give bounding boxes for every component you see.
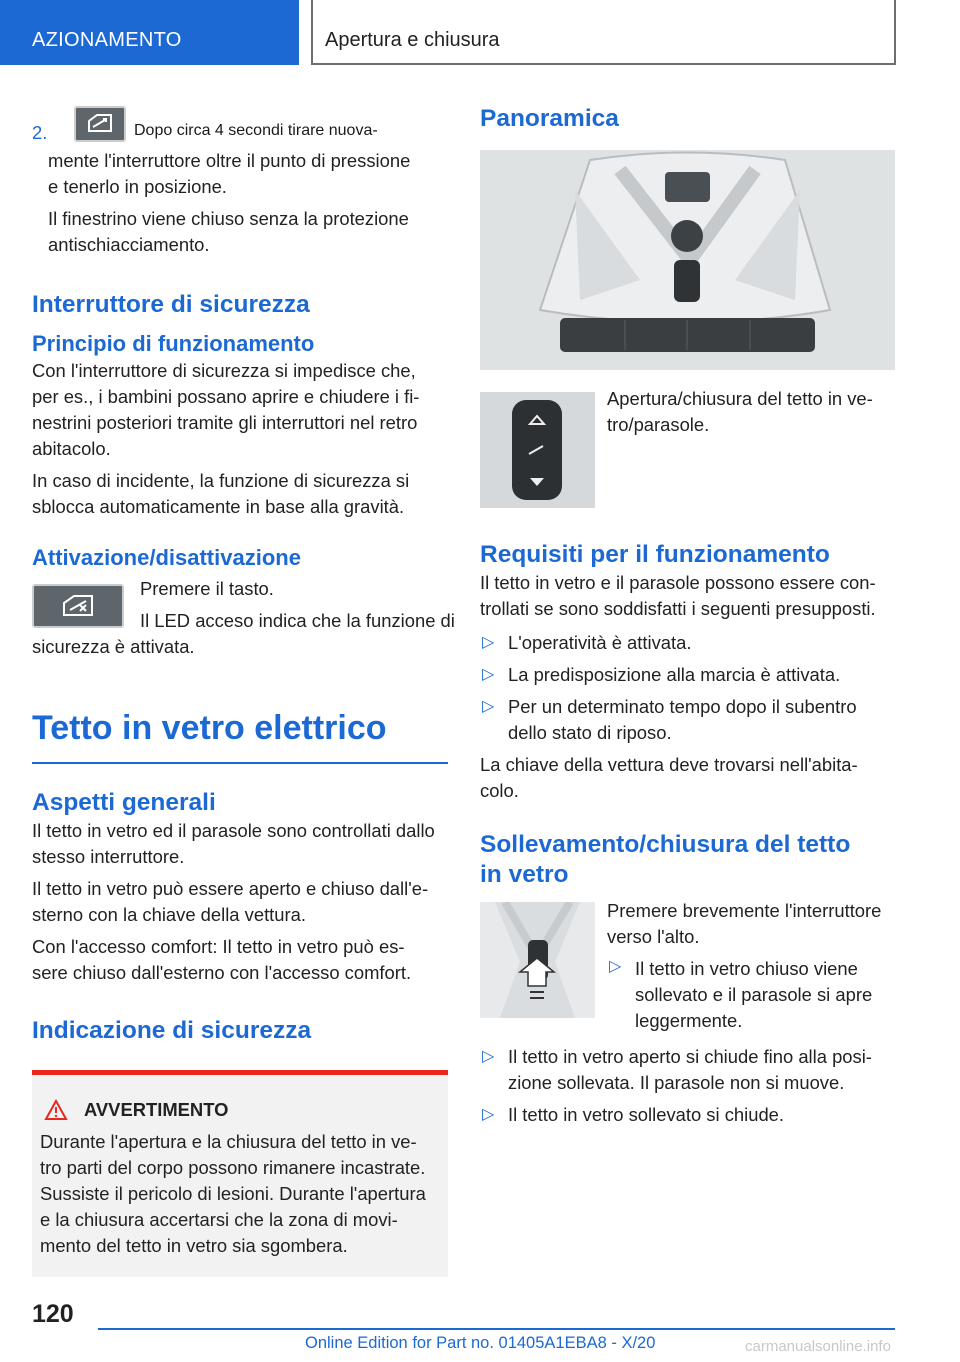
heading-underline bbox=[32, 762, 448, 764]
text-line: Il tetto in vetro chiuso viene bbox=[635, 958, 858, 979]
bullet-triangle-icon: ▷ bbox=[482, 698, 495, 715]
watermark: carmanualsonline.info bbox=[745, 1338, 891, 1355]
text-line: Il tetto in vetro aperto si chiude fino alla posi- bbox=[508, 1046, 872, 1067]
principle-heading: Principio di funzionamento bbox=[32, 331, 315, 356]
activation-led-text-2: sicurezza è attivata. bbox=[32, 636, 195, 657]
list-item bbox=[480, 1044, 896, 1096]
text-line: In caso di incidente, la funzione di sicurezza si bbox=[32, 470, 410, 491]
text-line: Durante l'apertura e la chiusura del tetto in ve- bbox=[40, 1131, 417, 1152]
general-paragraph-3 bbox=[32, 934, 448, 986]
safety-note-heading: Indicazione di sicurezza bbox=[32, 1017, 312, 1044]
text-line: per es., i bambini possano aprire e chiudere i fi- bbox=[32, 386, 420, 407]
text-line: Con l'interruttore di sicurezza si impedisce che, bbox=[32, 360, 416, 381]
text-line: La predisposizione alla marcia è attivata. bbox=[508, 664, 841, 685]
section-tab bbox=[0, 0, 299, 65]
text-line: Il tetto in vetro ed il parasole sono controllati dallo bbox=[32, 820, 435, 841]
text-line: leggermente. bbox=[635, 1010, 743, 1031]
edition-text: Online Edition for Part no. 01405A1EBA8 - X/20 bbox=[305, 1334, 656, 1352]
warning-icon bbox=[44, 1099, 68, 1121]
list-item bbox=[480, 662, 896, 688]
text-line: dello stato di riposo. bbox=[508, 722, 672, 743]
text-line: zione sollevata. Il parasole non si muove. bbox=[508, 1072, 845, 1093]
text-line: sere chiuso dall'esterno con l'accesso comfort. bbox=[32, 962, 412, 983]
bullet-triangle-icon: ▷ bbox=[609, 958, 622, 975]
raise-heading-line-1: Sollevamento/chiusura del tetto bbox=[480, 831, 851, 858]
safety-switch-heading: Interruttore di sicurezza bbox=[32, 291, 310, 318]
raise-heading bbox=[480, 830, 896, 890]
chapter-title: Apertura e chiusura bbox=[325, 29, 500, 51]
step-number: 2. bbox=[32, 122, 48, 143]
text-line: L'operatività è attivata. bbox=[508, 632, 692, 653]
text-line: Con l'accesso comfort: Il tetto in vetro può es- bbox=[32, 936, 405, 957]
text-line: e la chiusura accertarsi che la zona di movi- bbox=[40, 1209, 398, 1230]
raise-heading-line-2: in vetro bbox=[480, 861, 569, 888]
chapter-tab bbox=[311, 0, 896, 65]
activation-led-text-1: Il LED acceso indica che la funzione di bbox=[140, 610, 455, 631]
general-paragraph-1 bbox=[32, 818, 448, 870]
switch-caption-1: Apertura/chiusura del tetto in ve- bbox=[607, 388, 873, 409]
section-title: AZIONAMENTO bbox=[32, 29, 182, 51]
child-lock-icon bbox=[32, 584, 124, 628]
general-heading: Aspetti generali bbox=[32, 789, 216, 816]
window-switch-icon bbox=[74, 106, 126, 142]
text-line: abitacolo. bbox=[32, 438, 111, 459]
text-line: sollevato e il parasole si apre bbox=[635, 984, 873, 1005]
requirements-intro bbox=[480, 570, 896, 622]
text-line: sterno con la chiave della vettura. bbox=[32, 904, 306, 925]
text-line: Il tetto in vetro sollevato si chiude. bbox=[508, 1104, 785, 1125]
list-item bbox=[480, 1102, 896, 1128]
text-line: nestrini posteriori tramite gli interruttori nel retro bbox=[32, 412, 418, 433]
glass-roof-heading: Tetto in vetro elettrico bbox=[32, 709, 387, 747]
activation-press-text: Premere il tasto. bbox=[140, 578, 274, 599]
requirements-heading: Requisiti per il funzionamento bbox=[480, 541, 830, 568]
principle-paragraph-1 bbox=[32, 358, 448, 462]
switch-caption-2: tro/parasole. bbox=[607, 414, 710, 435]
text-line: Sussiste il pericolo di lesioni. Durante l'apertura bbox=[40, 1183, 426, 1204]
step-text-1: Dopo circa 4 secondi tirare nuova- bbox=[134, 122, 378, 139]
general-paragraph-2 bbox=[32, 876, 448, 928]
list-item bbox=[480, 630, 896, 656]
text-line: stesso interruttore. bbox=[32, 846, 185, 867]
text-line: tro parti del corpo possono rimanere incastrate. bbox=[40, 1157, 426, 1178]
text-line: mento del tetto in vetro sia sgombera. bbox=[40, 1235, 348, 1256]
raise-switch-image bbox=[480, 902, 595, 1018]
step-note-2: antischiacciamento. bbox=[48, 234, 210, 255]
warning-box bbox=[32, 1070, 448, 1277]
text-line: Il tetto in vetro può essere aperto e chiuso dall'e- bbox=[32, 878, 429, 899]
raise-list bbox=[480, 1044, 896, 1128]
text-line: sblocca automaticamente in base alla gravità. bbox=[32, 496, 405, 517]
key-note bbox=[480, 752, 896, 804]
step-text-2: mente l'interruttore oltre il punto di pressione bbox=[48, 150, 411, 171]
roof-switch-image bbox=[480, 392, 595, 508]
list-item bbox=[480, 694, 896, 746]
warning-text bbox=[40, 1129, 440, 1259]
step-note-1: Il finestrino viene chiuso senza la protezione bbox=[48, 208, 409, 229]
page-number: 120 bbox=[32, 1300, 74, 1328]
left-column bbox=[32, 100, 455, 1277]
footer-rule bbox=[98, 1328, 895, 1330]
text-line: trollati se sono soddisfatti i seguenti presupposti. bbox=[480, 598, 876, 619]
raise-sub-bullet bbox=[607, 956, 897, 1034]
bullet-triangle-icon: ▷ bbox=[482, 666, 495, 683]
overview-heading: Panoramica bbox=[480, 105, 619, 132]
requirements-list bbox=[480, 630, 896, 746]
text-line: colo. bbox=[480, 780, 519, 801]
warning-title: AVVERTIMENTO bbox=[84, 1099, 229, 1120]
roof-console-image bbox=[480, 150, 895, 370]
right-column bbox=[480, 100, 896, 1134]
raise-press-1: Premere brevemente l'interruttore bbox=[607, 900, 882, 921]
text-line: Il tetto in vetro e il parasole possono essere con- bbox=[480, 572, 876, 593]
bullet-triangle-icon: ▷ bbox=[482, 634, 495, 651]
text-line: La chiave della vettura deve trovarsi nell'abita- bbox=[480, 754, 858, 775]
step-text-3: e tenerlo in posizione. bbox=[48, 176, 227, 197]
raise-press-2: verso l'alto. bbox=[607, 926, 700, 947]
principle-paragraph-2 bbox=[32, 468, 448, 520]
activation-heading: Attivazione/disattivazione bbox=[32, 545, 301, 570]
bullet-triangle-icon: ▷ bbox=[482, 1048, 495, 1065]
text-line: Per un determinato tempo dopo il subentro bbox=[508, 696, 857, 717]
bullet-triangle-icon: ▷ bbox=[482, 1106, 495, 1123]
